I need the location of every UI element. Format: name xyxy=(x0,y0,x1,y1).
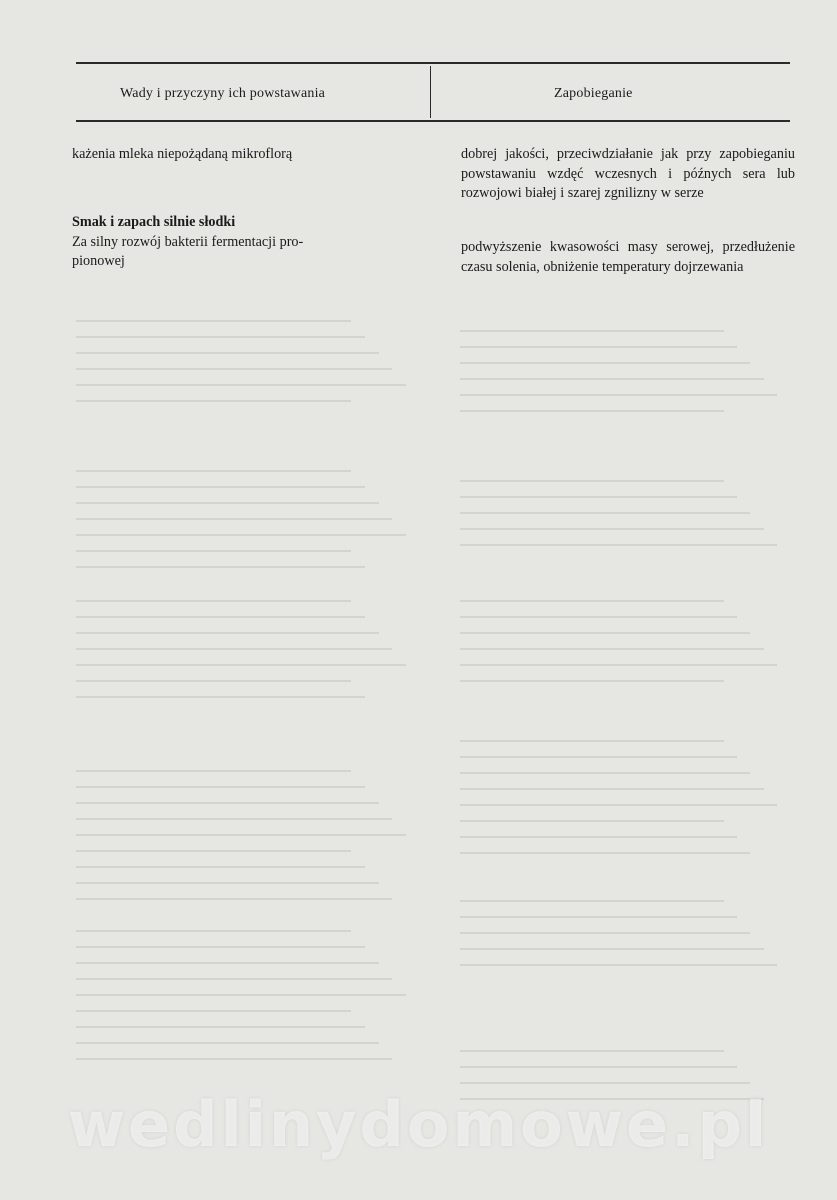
bleed-line xyxy=(76,648,392,650)
header-column-divider xyxy=(430,66,431,118)
bleed-line xyxy=(76,486,365,488)
bleed-line xyxy=(76,550,351,552)
bleed-line xyxy=(76,850,351,852)
prevention-text-2: podwyższenie kwasowości masy serowej, przedłużenie czasu solenia, obniżenie temperatury dojrzewania xyxy=(461,239,795,275)
bleed-line xyxy=(460,964,777,966)
bleed-line xyxy=(76,994,406,996)
bleed-line xyxy=(76,518,392,520)
left-line-contamination: każenia mleka niepożądaną mikroflorą xyxy=(72,146,293,162)
defect-cause-line-1: Za silny rozwój bakterii fermentacji pro- xyxy=(72,233,304,250)
bleed-line xyxy=(76,802,379,804)
bleed-line xyxy=(460,836,737,838)
bleed-line xyxy=(76,632,379,634)
bleed-line xyxy=(76,1042,379,1044)
bleed-line xyxy=(460,932,750,934)
bleed-line xyxy=(76,930,351,932)
table-top-rule xyxy=(76,62,790,64)
bleed-line xyxy=(460,648,764,650)
bleed-line xyxy=(76,1058,392,1060)
bleed-line xyxy=(460,820,724,822)
bleed-line xyxy=(76,680,351,682)
table-header-rule xyxy=(76,120,790,122)
bleed-line xyxy=(76,600,351,602)
watermark: wedlinydomowe.pl xyxy=(67,1088,770,1161)
bleed-line xyxy=(460,788,764,790)
bleed-line xyxy=(460,346,737,348)
bleed-line xyxy=(76,946,365,948)
bleed-line xyxy=(76,534,406,536)
bleed-line xyxy=(76,898,392,900)
bleed-line xyxy=(460,680,724,682)
bleed-line xyxy=(460,632,750,634)
bleed-line xyxy=(460,362,750,364)
bleed-line xyxy=(76,320,351,322)
bleed-line xyxy=(76,818,392,820)
bleed-line xyxy=(76,566,365,568)
bleed-line xyxy=(76,866,365,868)
bleed-line xyxy=(460,1050,724,1052)
bleed-line xyxy=(460,664,777,666)
bleed-line xyxy=(76,664,406,666)
left-column xyxy=(72,145,412,165)
bleed-line xyxy=(76,696,365,698)
bleed-line xyxy=(76,352,379,354)
bleed-line xyxy=(460,528,764,530)
bleed-line xyxy=(460,544,777,546)
bleed-line xyxy=(460,378,764,380)
bleed-line xyxy=(76,1010,351,1012)
bleed-line xyxy=(76,962,379,964)
bleed-line xyxy=(460,600,724,602)
bleed-line xyxy=(76,336,365,338)
bleed-line xyxy=(76,400,351,402)
bleed-line xyxy=(460,948,764,950)
bleed-line xyxy=(460,512,750,514)
bleed-line xyxy=(76,470,351,472)
bleed-line xyxy=(460,496,737,498)
bleed-line xyxy=(76,502,379,504)
bleed-line xyxy=(76,786,365,788)
bleed-line xyxy=(460,740,724,742)
bleed-line xyxy=(460,772,750,774)
bleed-line xyxy=(460,900,724,902)
bleed-line xyxy=(460,804,777,806)
bleed-line xyxy=(460,480,724,482)
bleed-line xyxy=(460,616,737,618)
bleed-line xyxy=(76,368,392,370)
prevention-text-1: dobrej jakości, przeciwdziałanie jak przy zapobieganiu powstawaniu wzdęć wczesnych i późnych sera lub rozwojowi białej i szarej zgnilizny w serze xyxy=(461,146,795,201)
bleed-line xyxy=(76,1026,365,1028)
bleed-line xyxy=(460,1082,750,1084)
bleed-line xyxy=(76,978,392,980)
bleed-line xyxy=(460,330,724,332)
header-causes: Wady i przyczyny ich powstawania xyxy=(120,86,326,101)
bleed-line xyxy=(460,756,737,758)
bleed-line xyxy=(76,616,365,618)
right-column-para-1 xyxy=(461,145,795,204)
defect-cause-line-2: pionowej xyxy=(72,253,125,269)
bleed-line xyxy=(460,1066,737,1068)
bleed-line xyxy=(76,882,379,884)
defect-heading: Smak i zapach silnie słodki xyxy=(72,214,236,230)
bleed-line xyxy=(76,834,406,836)
header-prevention: Zapobieganie xyxy=(554,86,633,101)
bleed-line xyxy=(460,394,777,396)
bleed-line xyxy=(460,410,724,412)
right-column-para-2 xyxy=(461,238,795,277)
bleed-line xyxy=(460,916,737,918)
bleed-line xyxy=(76,384,406,386)
bleed-line xyxy=(76,770,351,772)
left-column-defect xyxy=(72,213,412,272)
bleed-line xyxy=(460,852,750,854)
